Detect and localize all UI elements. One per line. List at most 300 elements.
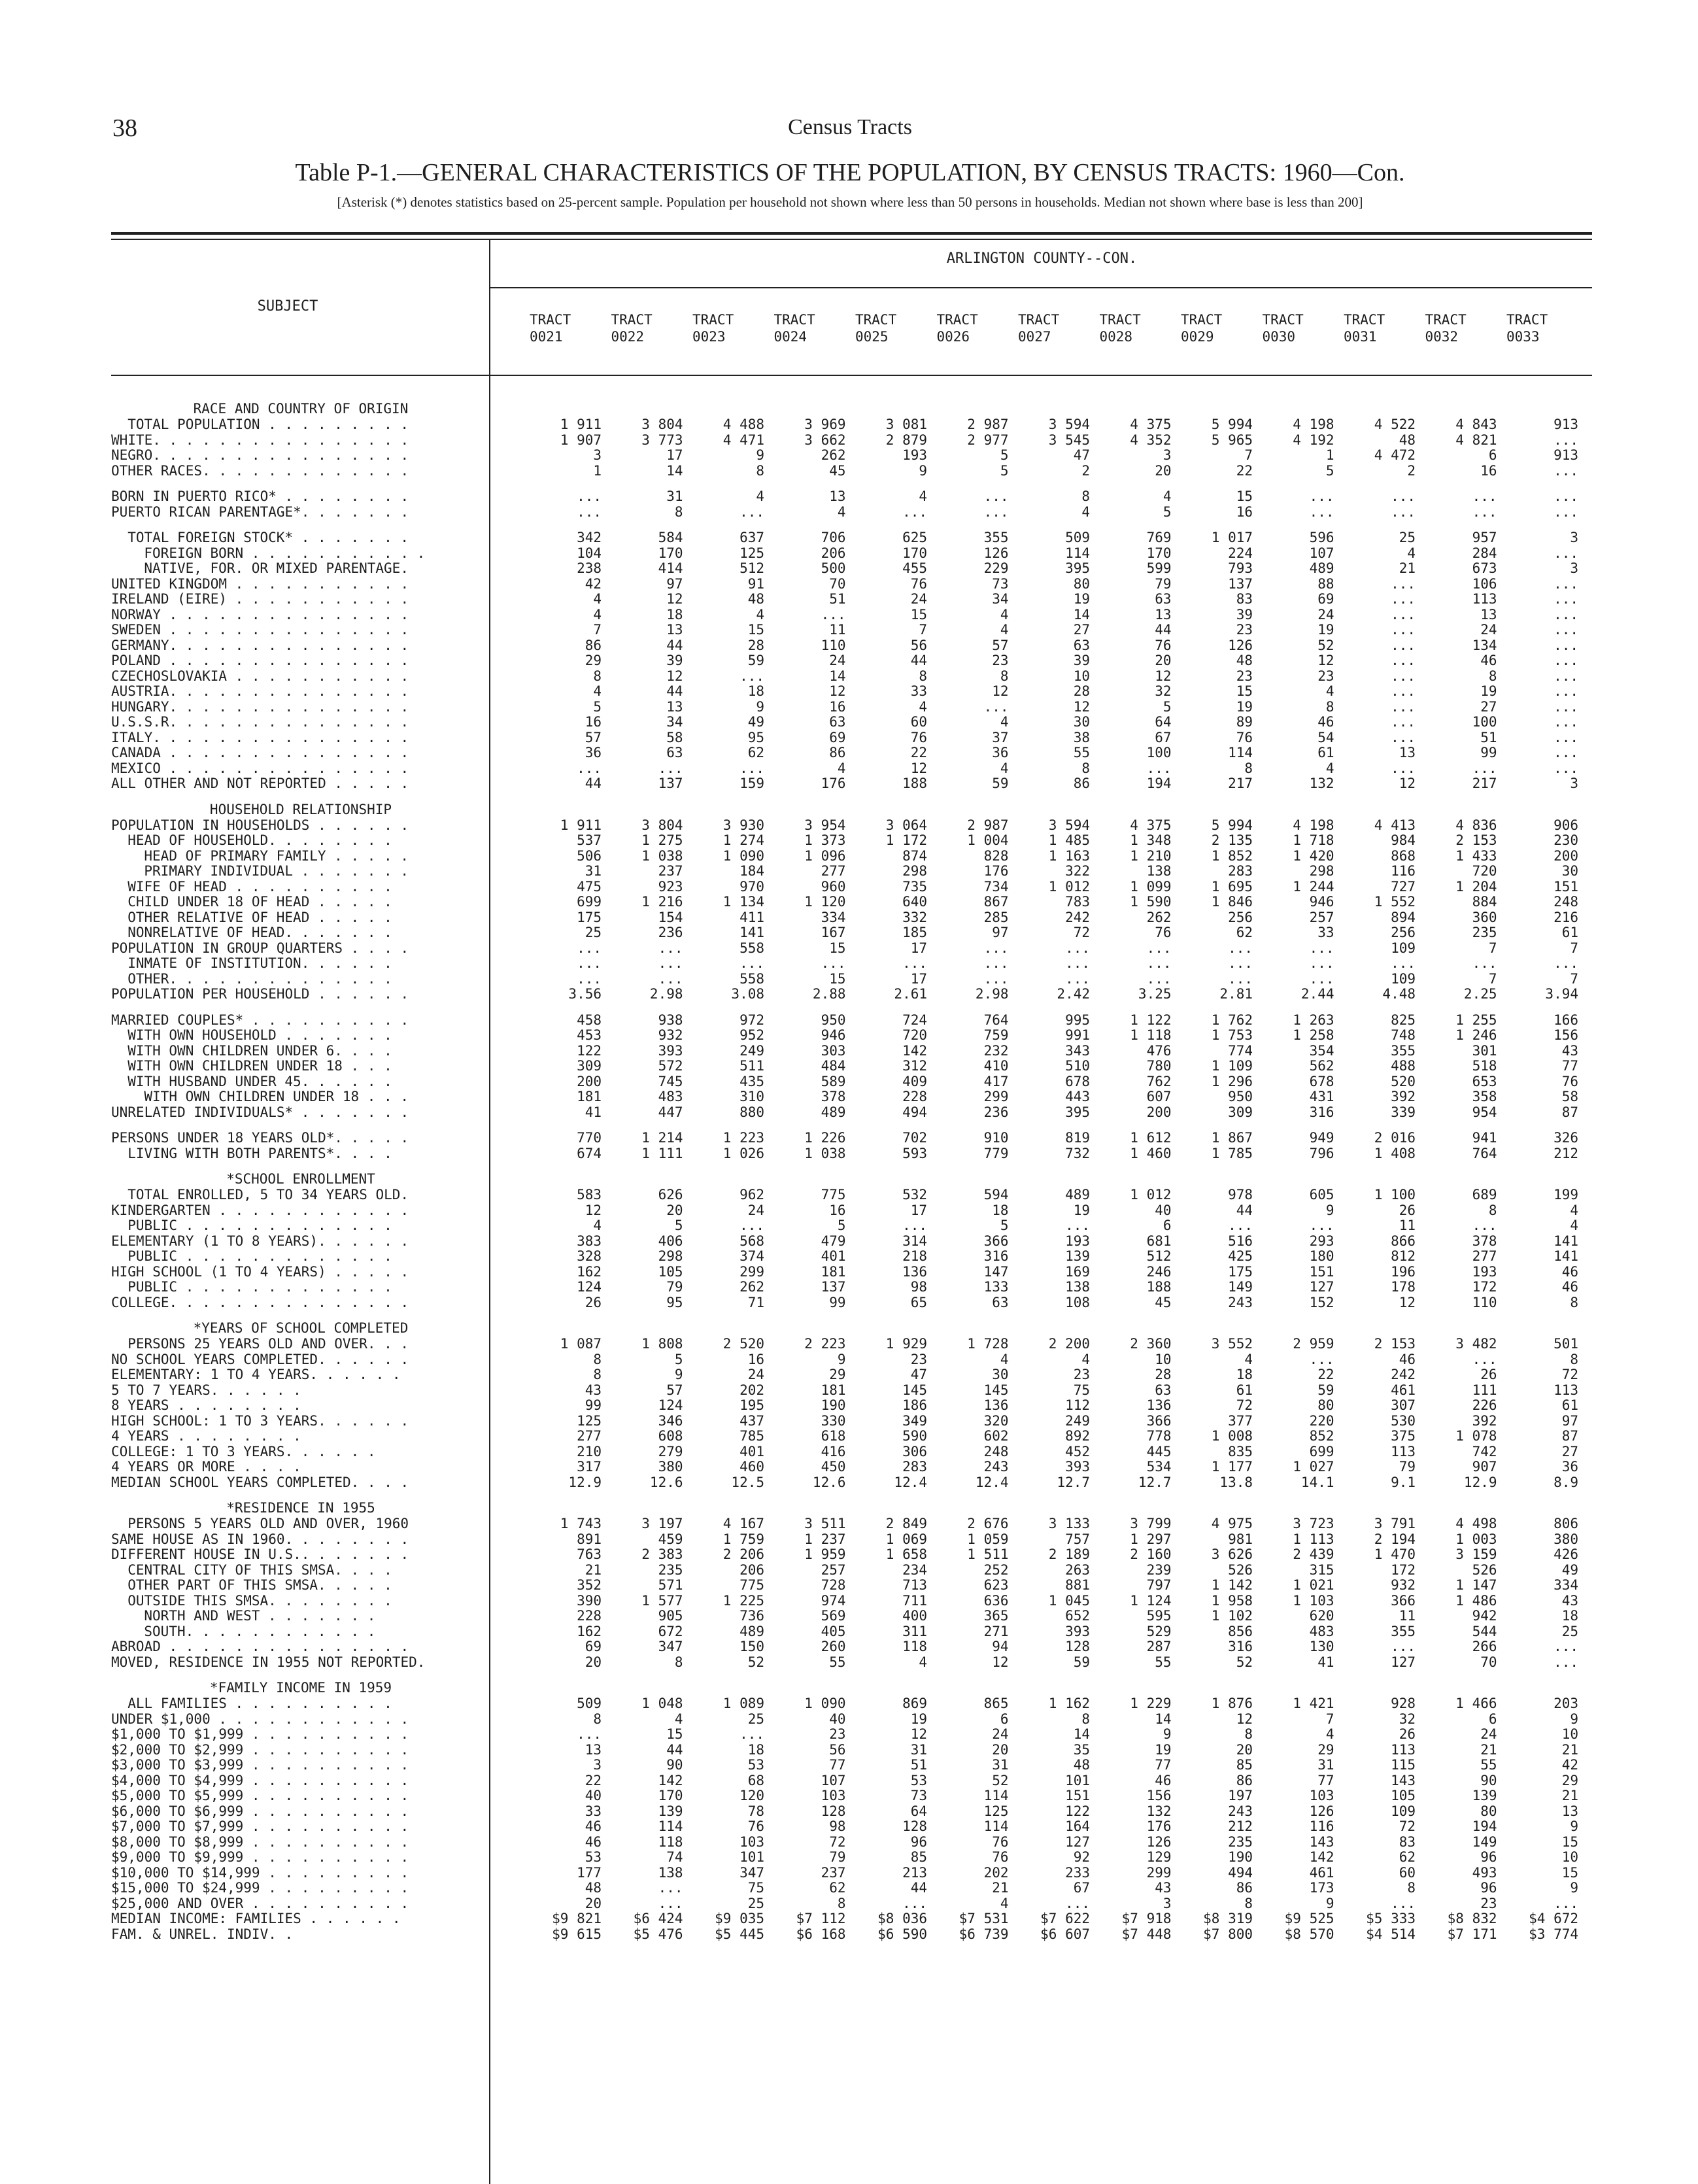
data-cell: 395 [1065,1104,1090,1120]
data-cell: 868 [1391,848,1416,864]
data-cell: 190 [821,1397,846,1413]
data-cell: 3 723 [1293,1516,1334,1531]
row-label: NORTH AND WEST . . . . . . . [144,1608,376,1624]
data-cell: 416 [821,1444,846,1459]
row-label: ABROAD . . . . . . . . . . . . . . . [111,1639,409,1654]
data-cell: ... [577,955,602,971]
data-cell: 36 [1561,1459,1578,1475]
data-cell: 249 [739,1043,764,1059]
data-cell: 476 [1146,1043,1172,1059]
tract-header-line1: TRACT [692,312,734,328]
data-cell: 62 [829,1880,846,1896]
data-cell: 907 [1472,1459,1497,1475]
data-cell: 57 [585,730,602,745]
data-cell: 354 [1309,1043,1334,1059]
data-cell: 2 977 [967,432,1009,448]
data-cell: 51 [1480,730,1497,745]
data-cell: ... [739,760,764,776]
data-cell: 30 [1561,863,1578,879]
data-cell: 699 [577,894,602,910]
data-cell: $7 800 [1203,1926,1253,1942]
data-cell: 923 [658,879,683,895]
data-cell: 143 [1391,1773,1416,1788]
data-cell: 393 [1065,1624,1090,1639]
data-cell: ... [1391,683,1416,699]
row-label: PERSONS 25 YEARS OLD AND OVER. . . [127,1336,409,1352]
data-cell: 234 [902,1562,927,1578]
data-cell: 479 [821,1233,846,1249]
data-cell: 293 [1309,1233,1334,1249]
data-cell: 105 [1391,1788,1416,1803]
data-cell: ... [658,955,683,971]
data-cell: 8 [674,1654,683,1670]
data-cell: 243 [983,1459,1009,1475]
data-cell: 109 [1391,971,1416,987]
row-label: OUTSIDE THIS SMSA. . . . . . . . [127,1593,392,1609]
data-cell: 114 [983,1788,1009,1803]
tract-header [1344,311,1422,345]
data-cell: 309 [1228,1104,1253,1120]
data-cell: 411 [739,910,764,925]
data-cell: 193 [1065,1233,1090,1249]
data-cell: 24 [1480,622,1497,638]
data-cell: 19 [1480,683,1497,699]
data-cell: 60 [1399,1865,1416,1881]
data-cell: 488 [1391,1058,1416,1074]
data-cell: 453 [577,1027,602,1043]
data-cell: 3 081 [885,417,927,432]
data-cell: 15 [829,971,846,987]
data-cell: 460 [739,1459,764,1475]
data-cell: 61 [1236,1382,1253,1398]
data-cell: 22 [585,1773,602,1788]
data-cell: 76 [1561,1074,1578,1089]
data-cell: 1 089 [722,1696,764,1711]
data-cell: 950 [821,1012,846,1028]
top-rule-thin [111,239,1592,240]
data-cell: ... [1391,714,1416,730]
data-cell: 73 [910,1788,927,1803]
data-cell: 2 153 [1374,1336,1416,1352]
data-cell: 18 [666,607,683,623]
data-cell: 3 [1163,1896,1172,1911]
data-cell: 526 [1472,1562,1497,1578]
data-cell: 1 753 [1211,1027,1253,1043]
data-cell: 108 [1065,1295,1090,1310]
data-cell: 218 [902,1248,927,1264]
data-cell: 608 [658,1428,683,1444]
data-cell: 152 [1309,1295,1334,1310]
data-cell: 4 352 [1130,432,1172,448]
data-cell: 172 [1472,1279,1497,1295]
data-cell: 27 [1073,622,1090,638]
data-cell: 236 [658,925,683,940]
data-cell: 13 [829,488,846,504]
data-cell: 38 [1073,730,1090,745]
data-cell: 233 [1065,1865,1090,1881]
data-cell: ... [1391,699,1416,715]
data-cell: 15 [1561,1834,1578,1850]
data-cell: 322 [1065,863,1090,879]
data-cell: $7 112 [796,1911,846,1926]
data-cell: 2 [1407,463,1416,479]
data-cell: 141 [1554,1248,1578,1264]
data-cell: 29 [829,1367,846,1382]
row-label: 8 YEARS . . . . . . . . [111,1397,301,1413]
data-cell: 8 [1325,699,1334,715]
data-cell: 366 [983,1233,1009,1249]
data-cell: 114 [658,1818,683,1834]
data-cell: 170 [658,545,683,561]
data-cell: 44 [585,776,602,791]
data-cell: 605 [1309,1187,1334,1203]
data-cell: 248 [983,1444,1009,1459]
data-cell: 2.98 [649,986,683,1002]
data-cell: 87 [1561,1428,1578,1444]
data-cell: 31 [585,863,602,879]
data-cell: 2 879 [885,432,927,448]
data-cell: 4 [1407,545,1416,561]
row-label: NATIVE, FOR. OR MIXED PARENTAGE. [144,560,409,576]
data-cell: 1 096 [804,848,846,864]
data-cell: 277 [821,863,846,879]
row-label: FOREIGN BORN . . . . . . . . . . . [144,545,426,561]
data-cell: 185 [902,925,927,940]
data-cell: 202 [983,1865,1009,1881]
data-cell: 1 958 [1211,1593,1253,1609]
row-label: POLAND . . . . . . . . . . . . . . . [111,653,409,668]
data-cell: 607 [1146,1089,1172,1104]
data-cell: ... [1472,1218,1497,1233]
data-cell: 170 [1146,545,1172,561]
data-cell: 8 [1081,1711,1090,1727]
data-cell: 23 [1317,668,1334,684]
data-cell: 4 [1570,1203,1578,1218]
data-cell: 7 [1570,971,1578,987]
data-cell: 946 [821,1027,846,1043]
data-cell: ... [739,504,764,520]
data-cell: ... [1554,653,1578,668]
data-cell: 25 [747,1711,764,1727]
data-cell: ... [1146,971,1172,987]
data-cell: 3 [1570,776,1578,791]
data-cell: 12.6 [812,1475,846,1490]
data-cell: 79 [666,1279,683,1295]
data-cell: 489 [1309,560,1334,576]
data-cell: 22 [1317,1367,1334,1382]
data-cell: 24 [829,653,846,668]
data-cell: 1 177 [1211,1459,1253,1475]
row-label: LIVING WITH BOTH PARENTS*. . . . [127,1146,392,1161]
data-cell: 217 [1228,776,1253,791]
data-cell: 97 [666,576,683,592]
data-cell: 68 [747,1773,764,1788]
row-label: HUNGARY. . . . . . . . . . . . . . . [111,699,409,715]
data-cell: 981 [1228,1531,1253,1547]
data-cell: 732 [1065,1146,1090,1161]
data-cell: 12.7 [1138,1475,1172,1490]
data-cell: 1 100 [1374,1187,1416,1203]
tract-header-code: 0021 [530,329,563,345]
data-cell: 283 [1228,863,1253,879]
data-cell: 175 [1228,1264,1253,1280]
data-cell: 126 [1228,638,1253,653]
data-cell: ... [983,504,1009,520]
data-cell: 3 954 [804,817,846,833]
data-cell: ... [983,699,1009,715]
data-cell: 75 [747,1880,764,1896]
row-label: OTHER RACES. . . . . . . . . . . . . [111,463,409,479]
tract-header-code: 0029 [1181,329,1214,345]
data-cell: 593 [902,1146,927,1161]
data-cell: 31 [910,1742,927,1758]
data-cell: 124 [577,1279,602,1295]
county-header: ARLINGTON COUNTY--CON. [946,250,1138,267]
data-cell: 130 [1309,1639,1334,1654]
data-cell: 72 [829,1834,846,1850]
tract-header [774,311,853,345]
data-cell: 4 [756,607,764,623]
table-title: Table P-1.—GENERAL CHARACTERISTICS OF THE POPULATION, BY CENSUS TRACTS: 1960—Con. [295,159,1405,186]
data-cell: 1 012 [1048,879,1090,895]
data-cell: 52 [1317,638,1334,653]
data-cell: 2.61 [894,986,927,1002]
row-label: WITH OWN CHILDREN UNDER 18 . . . [127,1058,392,1074]
data-cell: 40 [829,1711,846,1727]
data-cell: 3 545 [1048,432,1090,448]
data-cell: 380 [658,1459,683,1475]
data-cell: 79 [1155,576,1172,592]
data-cell: 1 486 [1455,1593,1497,1609]
data-cell: 720 [902,1027,927,1043]
data-cell: ... [1472,488,1497,504]
data-cell: 530 [1391,1413,1416,1429]
data-cell: 2 016 [1374,1130,1416,1146]
data-cell: 48 [747,591,764,607]
data-cell: 3.56 [568,986,602,1002]
data-cell: 58 [1561,1089,1578,1104]
data-cell: 1 876 [1211,1696,1253,1711]
row-label: MOVED, RESIDENCE IN 1955 NOT REPORTED. [111,1654,426,1670]
data-cell: 1 263 [1293,1012,1334,1028]
data-cell: 80 [1073,576,1090,592]
data-cell: ... [1309,1352,1334,1367]
data-cell: 71 [747,1295,764,1310]
data-cell: 99 [829,1295,846,1310]
data-cell: 706 [821,530,846,545]
data-cell: 595 [1146,1608,1172,1624]
data-cell: 19 [1317,622,1334,638]
row-label: 5 TO 7 YEARS. . . . . . [111,1382,301,1398]
data-cell: 15 [747,622,764,638]
data-cell: 79 [829,1849,846,1865]
data-cell: 137 [658,776,683,791]
data-cell: 328 [577,1248,602,1264]
data-cell: 620 [1309,1608,1334,1624]
data-cell: 61 [1561,1397,1578,1413]
section-heading: *SCHOOL ENROLLMENT [226,1171,375,1187]
data-cell: 238 [577,560,602,576]
tract-header [855,311,934,345]
data-cell: 5 [1163,699,1172,715]
data-cell: 1 147 [1455,1577,1497,1593]
data-cell: 32 [1399,1711,1416,1727]
data-cell: 88 [1317,576,1334,592]
data-cell: 1 026 [722,1146,764,1161]
data-cell: 20 [1155,463,1172,479]
data-cell: 14 [1155,1711,1172,1727]
data-cell: 159 [739,776,764,791]
data-cell: 14 [1073,607,1090,623]
data-cell: 494 [902,1104,927,1120]
data-cell: 8 [1081,488,1090,504]
data-cell: 2.81 [1219,986,1253,1002]
data-cell: 283 [902,1459,927,1475]
row-label: ITALY. . . . . . . . . . . . . . . . [111,730,409,745]
data-cell: 1 552 [1374,894,1416,910]
data-cell: 9 [1570,1880,1578,1896]
data-cell: 865 [983,1696,1009,1711]
data-cell: 64 [1155,714,1172,730]
data-cell: 637 [739,530,764,545]
data-cell: 1 103 [1293,1593,1334,1609]
data-cell: $8 570 [1284,1926,1334,1942]
row-label: SAME HOUSE AS IN 1960. . . . . . . . [111,1531,409,1547]
data-cell: 43 [585,1382,602,1398]
data-cell: 1 229 [1130,1696,1172,1711]
data-cell: 494 [1228,1865,1253,1881]
data-cell: 212 [1228,1818,1253,1834]
data-cell: 4 [1325,683,1334,699]
data-cell: 176 [983,863,1009,879]
data-cell: 9 [1325,1896,1334,1911]
data-cell: ... [1554,1654,1578,1670]
data-cell: 13 [666,699,683,715]
data-cell: 63 [1073,638,1090,653]
data-cell: 23 [1236,668,1253,684]
data-cell: 23 [992,653,1009,668]
data-cell: ... [1391,591,1416,607]
row-label: $25,000 AND OVER . . . . . . . . . . [111,1896,409,1911]
data-cell: $6 424 [633,1911,683,1926]
data-cell: ... [739,1726,764,1742]
data-cell: 1 511 [967,1546,1009,1562]
data-cell: 4 472 [1374,447,1416,463]
data-cell: 1 172 [885,832,927,848]
row-label: POPULATION IN HOUSEHOLDS . . . . . . [111,817,409,833]
data-cell: ... [577,760,602,776]
data-cell: 145 [983,1382,1009,1398]
data-cell: $4 514 [1366,1926,1416,1942]
data-cell: 19 [1236,699,1253,715]
row-label: ELEMENTARY: 1 TO 4 YEARS. . . . . . [111,1367,401,1382]
row-label: UNITED KINGDOM . . . . . . . . . . . [111,576,409,592]
data-cell: 334 [1554,1577,1578,1593]
data-cell: 31 [1317,1757,1334,1773]
data-cell: 867 [983,894,1009,910]
data-cell: 461 [1391,1382,1416,1398]
data-cell: 113 [1391,1742,1416,1758]
data-cell: 310 [739,1089,764,1104]
data-cell: ... [577,940,602,956]
data-cell: 20 [585,1654,602,1670]
data-cell: 636 [983,1593,1009,1609]
data-cell: 4 413 [1374,817,1416,833]
data-cell: ... [658,1880,683,1896]
data-cell: 44 [1155,622,1172,638]
data-cell: 12 [1073,699,1090,715]
data-cell: 8 [756,463,764,479]
data-cell: 4 167 [722,1516,764,1531]
data-cell: 10 [1155,1352,1172,1367]
data-cell: 1 038 [641,848,683,864]
data-cell: 18 [747,1742,764,1758]
data-cell: 18 [747,683,764,699]
data-cell: 142 [902,1043,927,1059]
data-cell: 8 [1407,1880,1416,1896]
data-cell: 526 [1228,1562,1253,1578]
row-label: 4 YEARS . . . . . . . . [111,1428,301,1444]
data-cell: 6 [1000,1711,1009,1727]
data-cell: 672 [658,1624,683,1639]
row-label: UNRELATED INDIVIDUALS* . . . . . . . [111,1104,409,1120]
data-cell: 103 [1309,1788,1334,1803]
data-cell: 206 [821,545,846,561]
row-label: $4,000 TO $4,999 . . . . . . . . . . [111,1773,409,1788]
data-cell: 9 [674,1367,683,1382]
data-cell: 400 [902,1608,927,1624]
data-cell: 431 [1309,1089,1334,1104]
data-cell: 913 [1554,417,1578,432]
data-cell: $6 590 [877,1926,927,1942]
data-cell: 1 759 [722,1531,764,1547]
data-cell: 39 [1073,653,1090,668]
data-cell: 1 911 [560,817,602,833]
data-cell: 1 485 [1048,832,1090,848]
data-cell: 3 159 [1455,1546,1497,1562]
data-cell: 8.9 [1554,1475,1578,1490]
data-cell: 8 [1570,1295,1578,1310]
data-cell: 138 [1065,1279,1090,1295]
data-cell: 21 [992,1880,1009,1896]
data-cell: 32 [1155,683,1172,699]
data-cell: 20 [1236,1742,1253,1758]
data-cell: 303 [821,1043,846,1059]
data-cell: 393 [658,1043,683,1059]
row-label: AUSTRIA. . . . . . . . . . . . . . . [111,683,409,699]
data-cell: 2.88 [812,986,846,1002]
data-cell: 69 [585,1639,602,1654]
data-cell: 44 [910,653,927,668]
data-cell: 97 [1561,1413,1578,1429]
data-cell: ... [1391,488,1416,504]
data-cell: 95 [666,1295,683,1310]
data-cell: 375 [1391,1428,1416,1444]
data-cell: 40 [1155,1203,1172,1218]
data-cell: 12.5 [731,1475,764,1490]
data-cell: 3 930 [722,817,764,833]
data-cell: 461 [1309,1865,1334,1881]
data-cell: 86 [1073,776,1090,791]
data-cell: 181 [821,1264,846,1280]
data-cell: 4 [1000,607,1009,623]
data-cell: 59 [1317,1382,1334,1398]
data-cell: 115 [1391,1757,1416,1773]
data-cell: 330 [821,1413,846,1429]
data-cell: 138 [1146,863,1172,879]
data-cell: 892 [1065,1428,1090,1444]
data-cell: 2 194 [1374,1531,1416,1547]
